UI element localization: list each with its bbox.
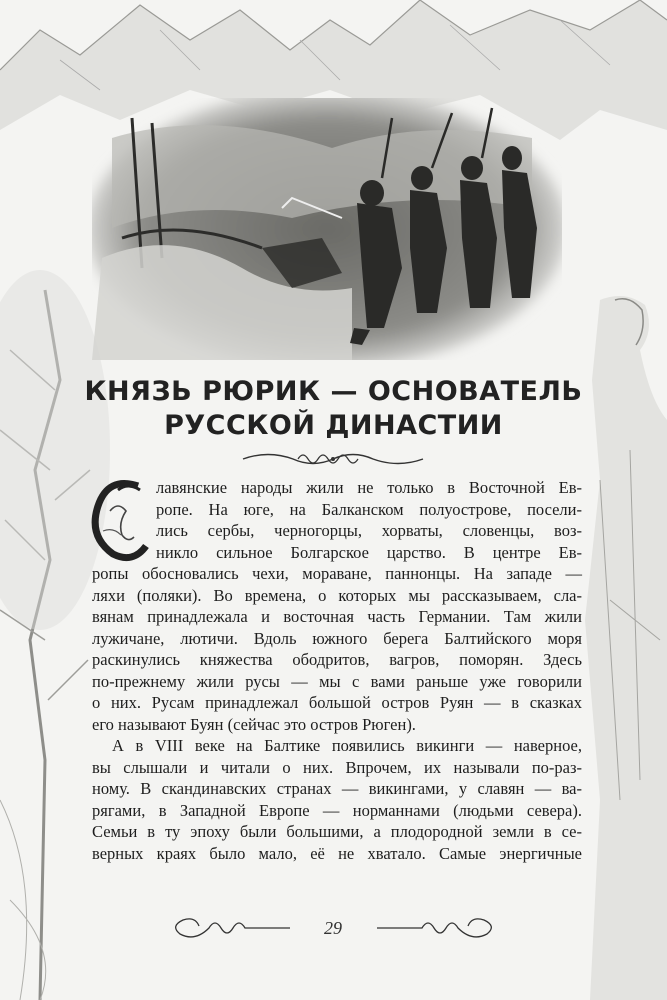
paragraph-line: лужичане, лютичи. Вдоль южного берега Балтийского моря [92,628,582,648]
paragraph-line: никло сильное Болгарское царство. В центре Ев- [156,542,582,562]
paragraph-line: лись сербы, черногорцы, хорваты, словенцы, воз- [156,521,582,540]
footer-flourish-right [372,912,502,944]
paragraph-line: раскинулись княжества ободритов, вагров, поморян. Здесь [92,650,582,669]
paragraph-line: рягами, в Западной Европе — норманнами (людьми севера). [92,800,582,820]
paragraph-line: Семьи в ту эпоху были большими, а плодородной земли в се- [92,822,582,841]
paragraph-line: по-прежнему жили русы — мы с вами раньше уже говорили [92,671,582,691]
paragraph-line: лавянские народы жили не только в Восточной Ев- [156,478,582,497]
chapter-title-line-2: РУССКОЙ ДИНАСТИИ [164,410,503,441]
drop-cap-ornament [88,476,154,562]
paragraph-line: верных краях было мало, её не хватало. Самые энергичные [92,843,582,863]
paragraph-line: его называют Буян (сейчас это остров Рюген). [92,714,416,734]
footer-flourish-left [165,912,295,944]
paragraph-line: вы слышали и читали о них. Впрочем, их называли по-раз- [92,757,582,777]
paragraph-line: ляхи (поляки). Во времена, о которых мы рассказываем, сла- [92,585,582,605]
paragraph-line: ному. В скандинавских странах — викингами, у славян — ва- [92,779,582,798]
chapter-illustration [92,98,562,360]
page-number: 29 [324,918,342,938]
paragraph-line: А в VIII веке на Балтике появились викинги — наверное, [112,736,582,755]
paragraph-line: ропы обосновались чехи, мораване, паннонцы. На западе — [92,564,582,583]
chapter-title-line-1: КНЯЗЬ РЮРИК — ОСНОВАТЕЛЬ [84,376,583,407]
drop-cap-letter: С [124,538,125,539]
ornamental-divider [238,448,428,470]
paragraph-line: вянам принадлежала и восточная часть Германии. Там жили [92,607,582,626]
paragraph-line: ропе. На юге, на Балканском полуострове, посели- [156,499,582,519]
paragraph-line: о них. Русам принадлежал большой остров Руян — в сказках [92,693,582,712]
